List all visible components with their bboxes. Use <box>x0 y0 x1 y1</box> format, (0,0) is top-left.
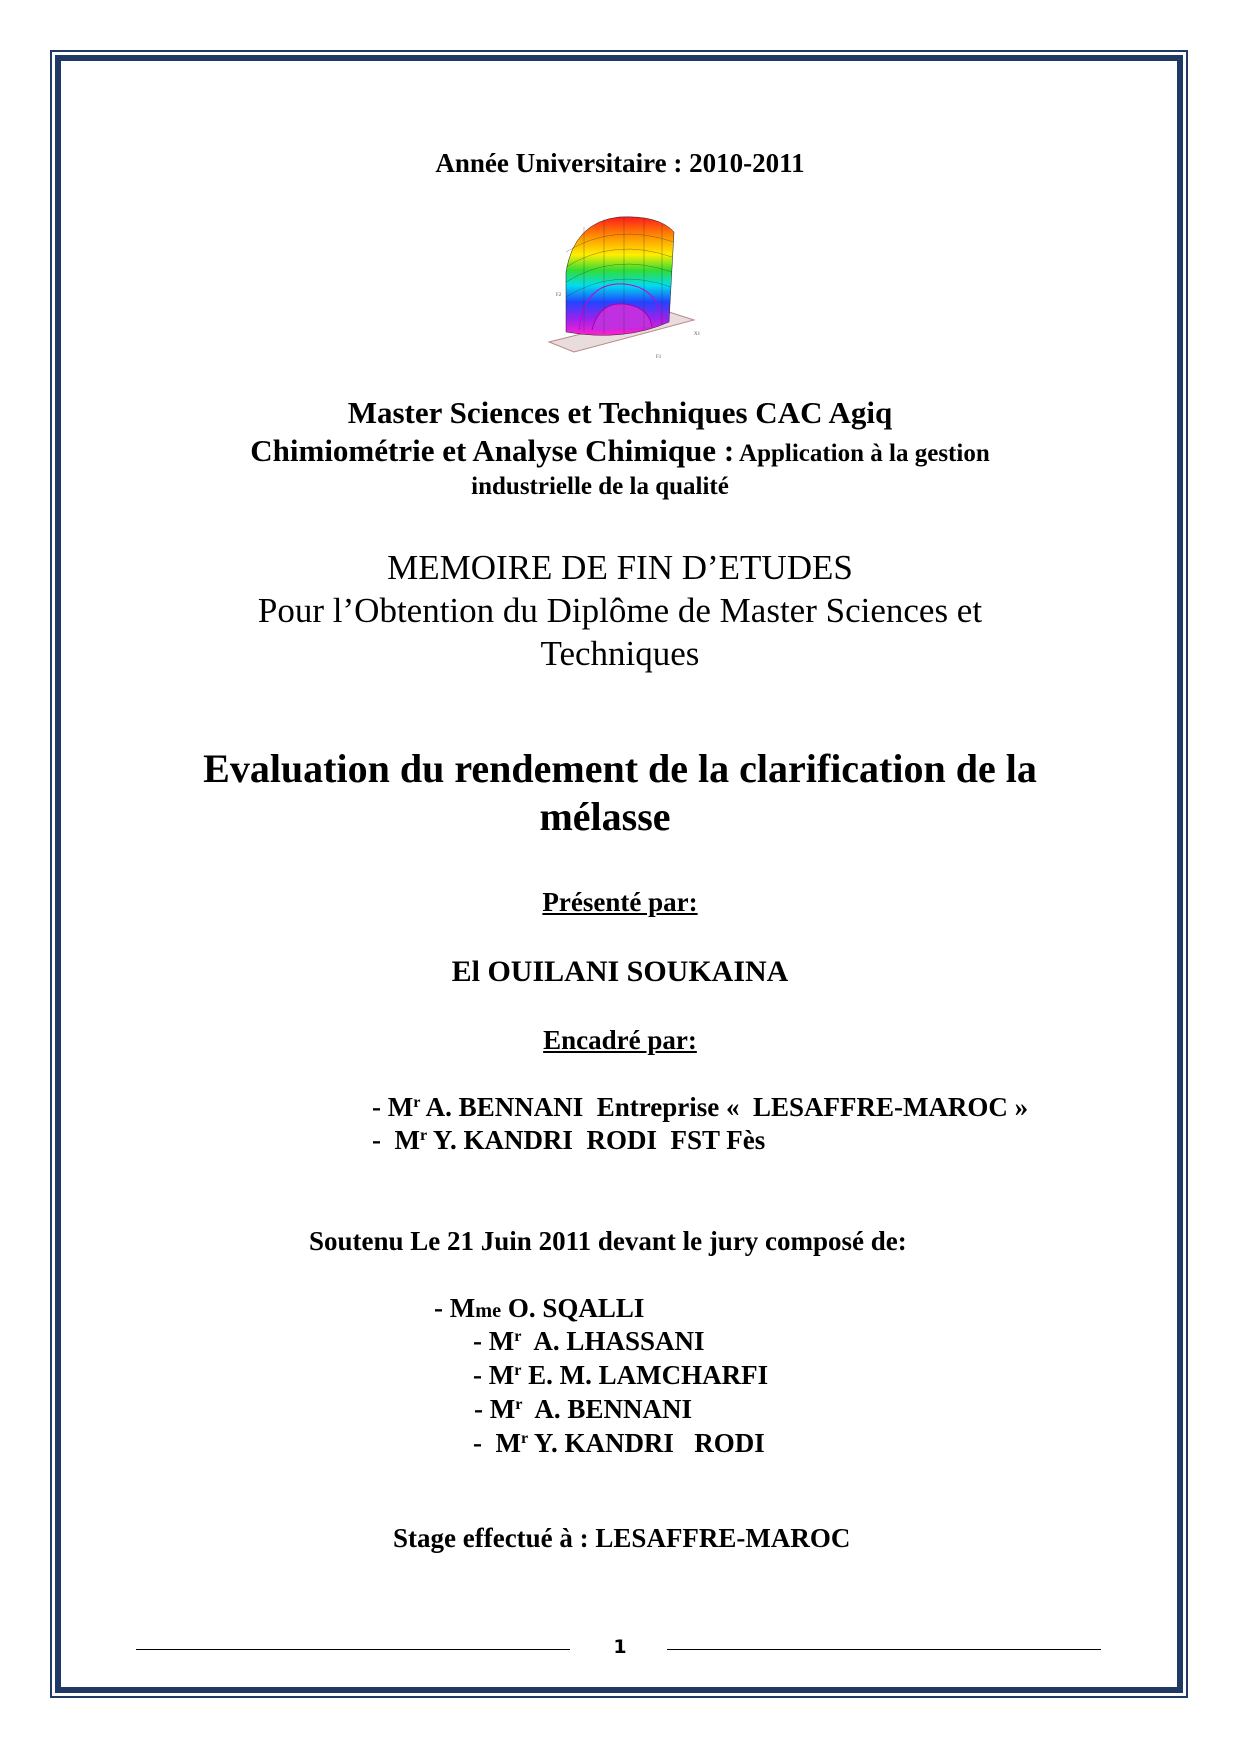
author-name: El OUILANI SOUKAINA <box>451 955 789 988</box>
supervisor-text: Y. KANDRI RODI FST Fès <box>427 1125 766 1155</box>
jury-name: A. LHASSANI <box>521 1326 705 1356</box>
program-subtitle: Application à la gestion <box>734 440 990 467</box>
supervisor-prefix: - M <box>372 1092 414 1122</box>
jury-prefix: - M <box>473 1428 521 1458</box>
program-name: Chimiométrie et Analyse Chimique : <box>250 433 735 468</box>
jury-member-1 <box>434 1293 644 1324</box>
jury-prefix: - M <box>473 1360 515 1390</box>
program-line-1: Master Sciences et Techniques CAC Agiq <box>347 395 893 430</box>
svg-text:F1: F1 <box>656 355 662 360</box>
internship-location: Stage effectué à : LESAFFRE-MAROC <box>393 1523 851 1553</box>
memoire-line-2: Pour l’Obtention du Diplôme de Master Sciences et <box>257 591 983 630</box>
supervisor-text: A. BENNANI Entreprise « LESAFFRE-MAROC » <box>420 1092 1029 1122</box>
footer-rule-left <box>136 1649 570 1650</box>
jury-prefix: - M <box>473 1326 515 1356</box>
academic-year: Année Universitaire : 2010-2011 <box>435 148 805 178</box>
jury-member-2 <box>473 1326 704 1357</box>
jury-prefix: - M <box>474 1394 516 1424</box>
jury-prefix: - M <box>434 1293 476 1323</box>
jury-member-3 <box>473 1360 768 1391</box>
title-superscript: r <box>515 1395 523 1414</box>
page-number: 1 <box>613 1636 627 1658</box>
jury-name: O. SQALLI <box>501 1293 645 1323</box>
jury-name: A. BENNANI <box>522 1394 692 1424</box>
program-line-2 <box>0 433 1240 469</box>
svg-text:F2: F2 <box>556 293 562 298</box>
supervisor-prefix: - M <box>372 1125 420 1155</box>
title-suffix: me <box>475 1300 502 1322</box>
title-superscript: r <box>520 1429 529 1448</box>
jury-member-4 <box>474 1394 692 1425</box>
memoire-heading: MEMOIRE DE FIN D’ETUDES <box>387 548 853 587</box>
thesis-title-line-1: Evaluation du rendement de la clarification de la <box>203 746 1037 791</box>
svg-text:X1: X1 <box>694 332 701 337</box>
title-superscript: r <box>514 1327 522 1346</box>
memoire-line-3: Techniques <box>540 634 700 673</box>
title-superscript: r <box>413 1093 421 1112</box>
title-superscript: r <box>419 1126 428 1145</box>
supervised-by-label: Encadré par: <box>543 1025 697 1055</box>
supervisor-2 <box>372 1125 765 1156</box>
title-superscript: r <box>514 1361 522 1380</box>
surface-plot-logo <box>544 212 744 360</box>
jury-member-5 <box>473 1428 765 1459</box>
supervisor-1 <box>372 1092 1028 1123</box>
program-line-3: industrielle de la qualité <box>471 473 729 500</box>
footer-rule-right <box>667 1649 1101 1650</box>
jury-name: E. M. LAMCHARFI <box>521 1360 769 1390</box>
jury-name: Y. KANDRI RODI <box>528 1428 765 1458</box>
defense-statement: Soutenu Le 21 Juin 2011 devant le jury composé de: <box>309 1226 907 1256</box>
presented-by-label: Présenté par: <box>542 887 698 917</box>
thesis-title-line-2: mélasse <box>539 794 671 839</box>
